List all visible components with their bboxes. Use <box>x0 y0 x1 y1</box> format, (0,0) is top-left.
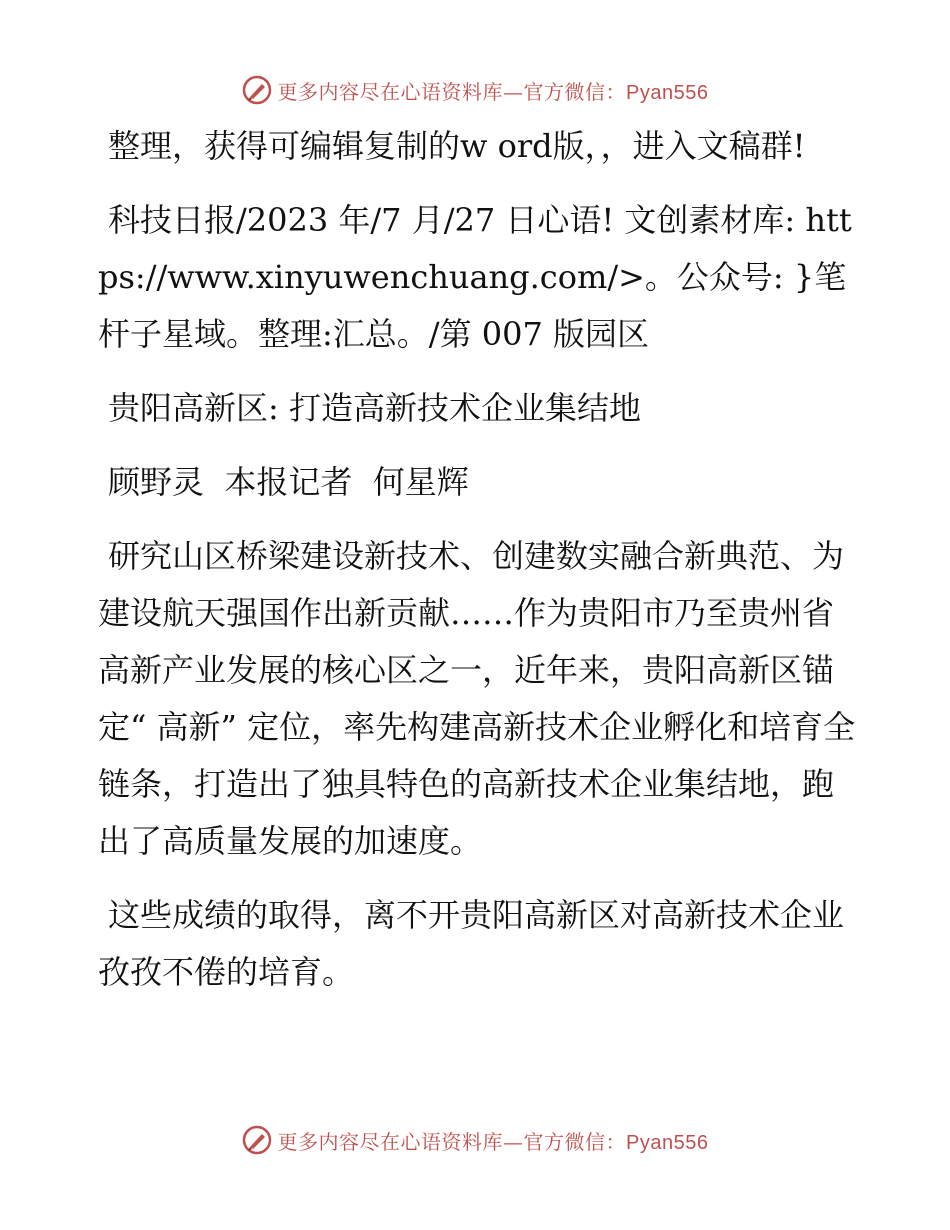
pen-logo-icon <box>242 75 272 105</box>
header-banner-main: 更多内容尽在心语资料库—官方微信： <box>277 79 627 104</box>
document-body <box>98 118 858 1018</box>
header-banner-text <box>278 76 709 105</box>
paragraph-intro: 整理，获得可编辑复制的w ord版，，进入文稿群! <box>108 127 806 165</box>
article-title: 贵阳高新区: 打造高新技术企业集结地 <box>108 389 641 427</box>
paragraph-body-1: 研究山区桥梁建设新技术、创建数实融合新典范、为建设航天强国作出新贡献……作为贵阳市乃至贵州省高新产业发展的核心区之一，近年来，贵阳高新区锚定“ 高新” 定位，率先构建高新技术企业孵化和培育全链条，打造出了独具特色的高新技术企业集结地，跑出了高质量发展的加速度。 <box>98 537 856 860</box>
footer-banner-main: 更多内容尽在心语资料库—官方微信： <box>277 1129 627 1154</box>
paragraph-source: 科技日报/2023 年/7 月/27 日心语! 文创素材库: https://www.xinyuwenchuang.com/>。公众号: }笔杆子星域。整理:汇总。/第 007 版园区 <box>98 201 852 353</box>
header-banner-contact: Pyan556 <box>626 81 709 104</box>
article-byline: 顾野灵 本报记者 何星辉 <box>108 463 469 501</box>
footer-banner-text <box>278 1126 709 1155</box>
header-banner <box>0 70 950 110</box>
paragraph-body-2: 这些成绩的取得，离不开贵阳高新区对高新技术企业孜孜不倦的培育。 <box>98 896 845 991</box>
footer-banner-contact: Pyan556 <box>626 1131 709 1154</box>
pen-logo-icon <box>242 1125 272 1155</box>
footer-banner <box>0 1120 950 1160</box>
